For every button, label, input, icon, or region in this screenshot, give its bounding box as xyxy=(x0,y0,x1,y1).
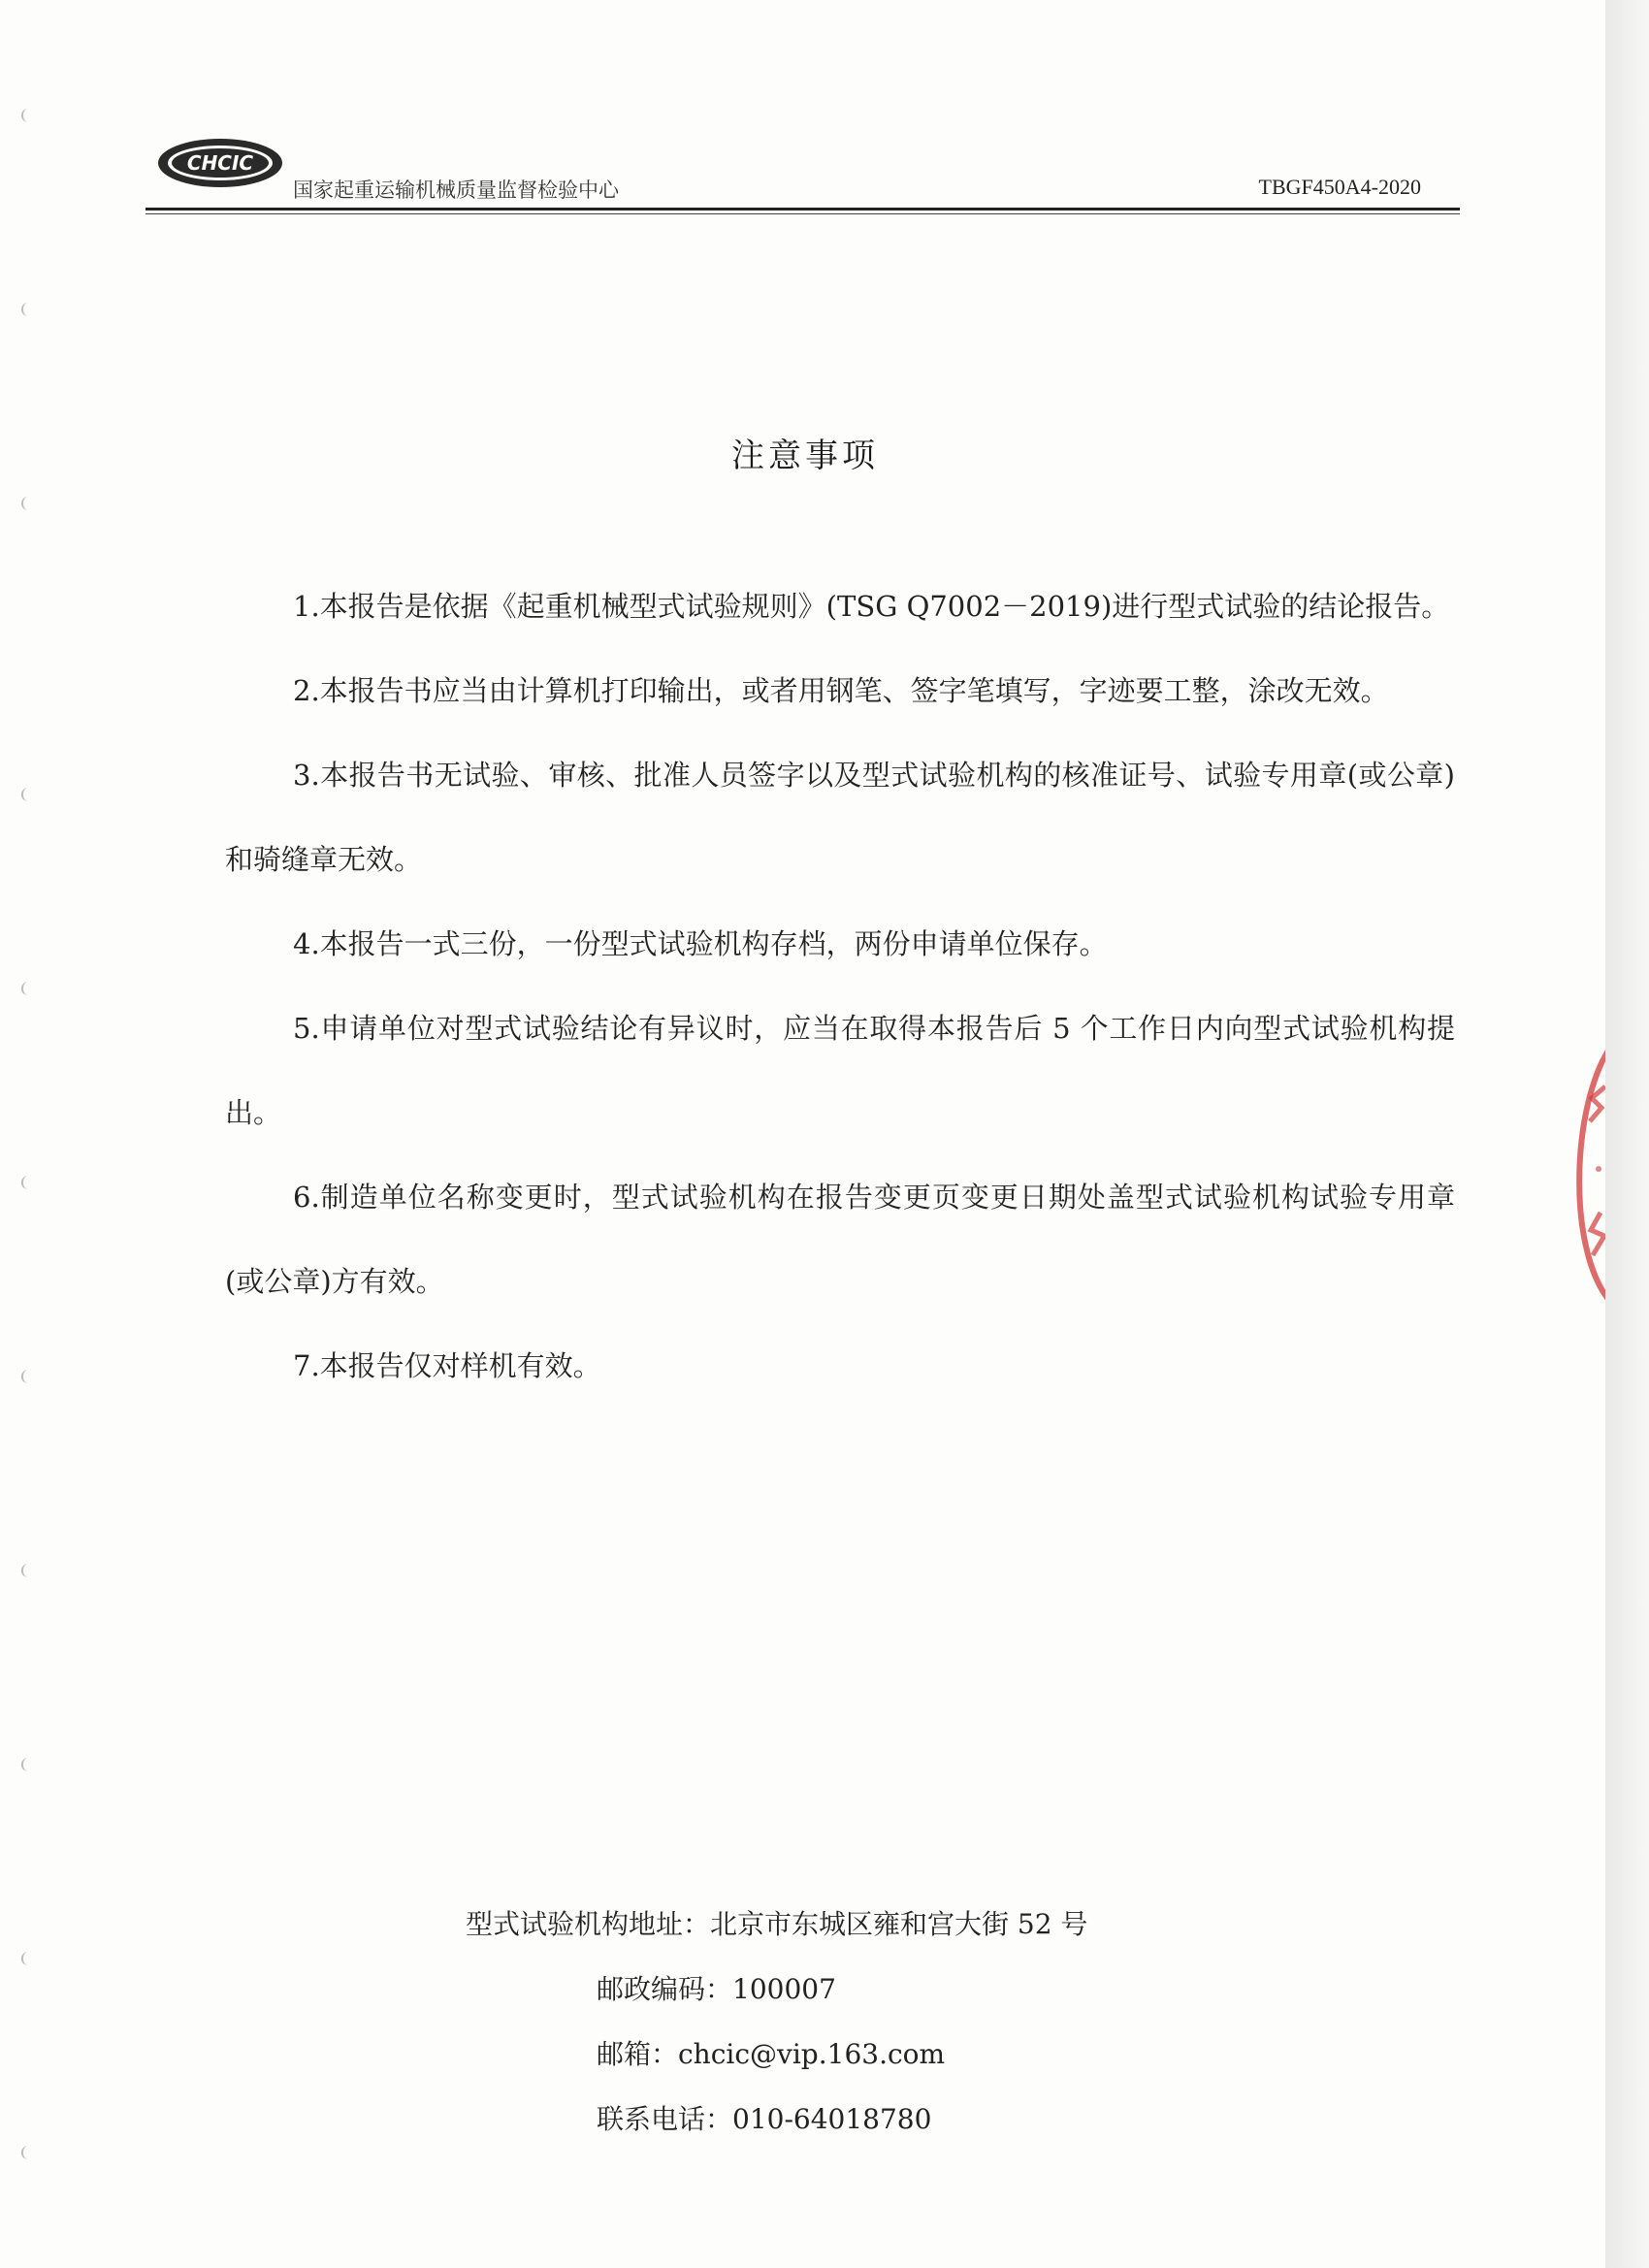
note-item: 2.本报告书应当由计算机打印输出，或者用钢笔、签字笔填写，字迹要工整，涂改无效。 xyxy=(293,674,1389,707)
doc-code: TBGF450A4-2020 xyxy=(1258,175,1421,199)
postcode-line: 邮政编码：100007 xyxy=(597,1973,836,2005)
notes-list xyxy=(225,565,1455,1409)
note-item: 1.本报告是依据《起重机械型式试验规则》(TSG Q7002－2019)进行型式试验的结论报告。 xyxy=(293,590,1450,623)
phone-line: 联系电话：010-64018780 xyxy=(597,2103,932,2135)
page-edge xyxy=(1605,0,1649,2268)
svg-text:CHCIC: CHCIC xyxy=(186,151,254,175)
note-item: 7.本报告仅对样机有效。 xyxy=(293,1349,601,1382)
contact-block xyxy=(466,1892,1087,2152)
page-title: 注意事项 xyxy=(731,437,879,475)
note-item: 3.本报告书无试验、审核、批准人员签字以及型式试验机构的核准证号、试验专用章(或公章)和骑缝章无效。 xyxy=(225,759,1455,876)
chcic-logo-icon xyxy=(155,136,286,190)
address-line: 型式试验机构地址：北京市东城区雍和宫大街 52 号 xyxy=(466,1908,1088,1940)
email-line: 邮箱：chcic@vip.163.com xyxy=(597,2038,946,2070)
note-item: 6.制造单位名称变更时，型式试验机构在报告变更页变更日期处盖型式试验机构试验专用章(或公章)方有效。 xyxy=(225,1181,1455,1298)
org-name: 国家起重运输机械质量监督检验中心 xyxy=(293,178,619,202)
page-header xyxy=(146,136,1460,213)
header-rule-thick xyxy=(146,208,1460,211)
note-item: 5.申请单位对型式试验结论有异议时，应当在取得本报告后 5 个工作日内向型式试验机构提出。 xyxy=(225,1012,1455,1129)
note-item: 4.本报告一式三份，一份型式试验机构存档，两份申请单位保存。 xyxy=(293,927,1108,960)
header-rule-thin xyxy=(146,213,1460,214)
